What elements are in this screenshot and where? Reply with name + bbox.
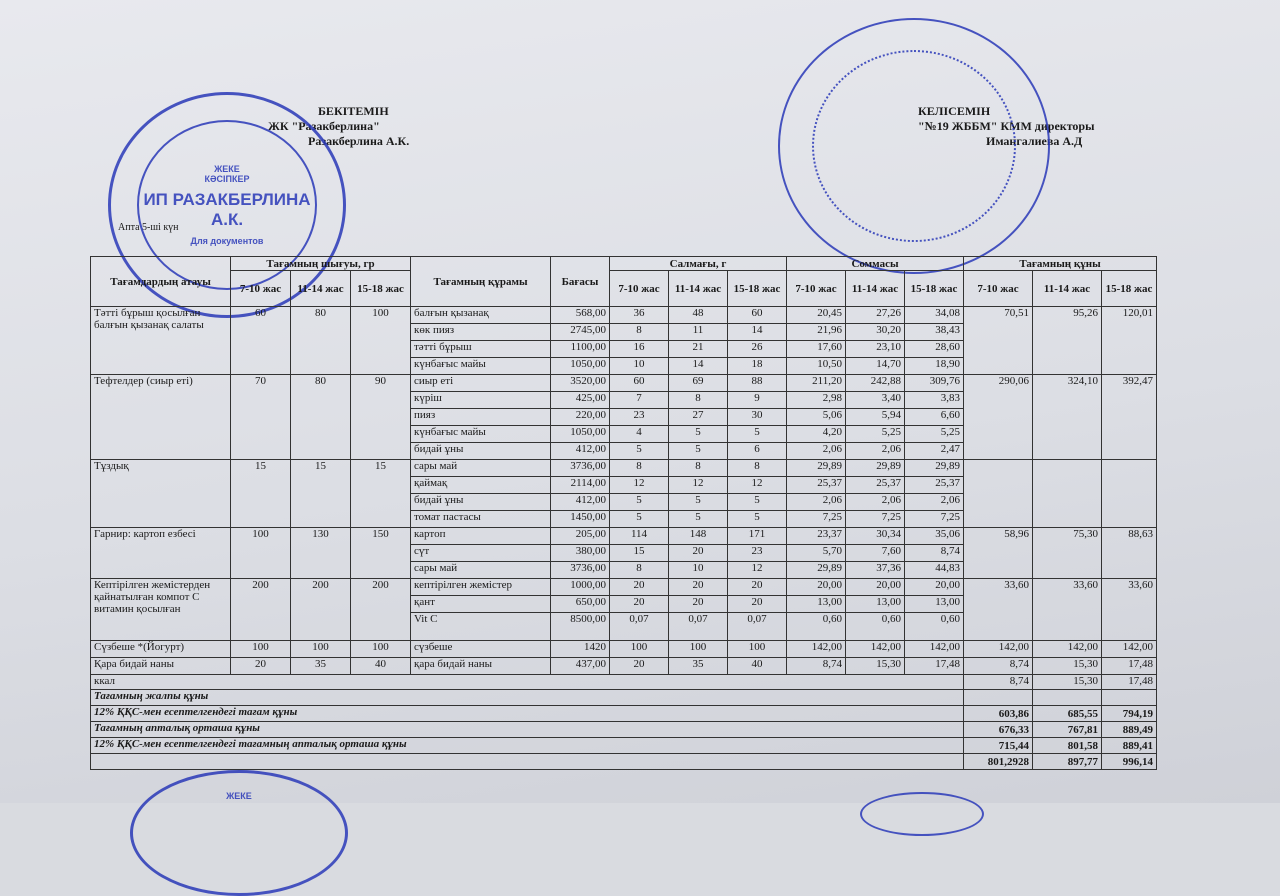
ingredient-weight: 10 [610,358,669,375]
dish-output: 100 [351,307,411,375]
ingredient-sum: 23,37 [787,528,846,545]
summary-label: Тағамның апталық орташа құны [91,722,964,738]
ingredient-sum: 29,89 [787,460,846,477]
ingredient-weight: 8 [669,460,728,477]
dish-output: 15 [351,460,411,528]
dish-output: 100 [231,641,291,658]
dish-output: 150 [351,528,411,579]
dish-cost [964,460,1033,528]
ingredient-name: қара бидай наны [411,658,551,675]
ingredient-name: сары май [411,460,551,477]
ingredient-weight: 9 [728,392,787,409]
ingredient-sum: 7,25 [787,511,846,528]
ingredient-sum: 0,60 [905,613,964,641]
dish-cost: 142,00 [1102,641,1157,658]
dish-output: 90 [351,375,411,460]
ingredient-sum: 211,20 [787,375,846,392]
ingredient-weight: 26 [728,341,787,358]
dish-name: Тефтелдер (сиыр еті) [91,375,231,460]
dish-cost: 58,96 [964,528,1033,579]
ingredient-weight: 100 [669,641,728,658]
dish-name: Сүзбеше *(Йогурт) [91,641,231,658]
ingredient-name: қант [411,596,551,613]
ingredient-sum: 27,26 [846,307,905,324]
dish-output: 20 [231,658,291,675]
header-age-15-18: 15-18 жас [728,271,787,307]
ingredient-sum: 29,89 [787,562,846,579]
ingredient-price: 1100,00 [551,341,610,358]
ingredient-price: 412,00 [551,494,610,511]
dish-cost: 15,30 [1033,658,1102,675]
ingredient-price: 412,00 [551,443,610,460]
ingredient-name: томат пастасы [411,511,551,528]
ingredient-weight: 148 [669,528,728,545]
ingredient-sum: 2,47 [905,443,964,460]
ingredient-weight: 8 [610,460,669,477]
ingredient-name: картоп [411,528,551,545]
ingredient-sum: 15,30 [846,658,905,675]
summary-value: 676,33 [964,722,1033,738]
stamp-company-name: ИП РАЗАКБЕРЛИНА А.К. [143,190,311,229]
summary-value: 889,41 [1102,738,1157,754]
summary-value: 889,49 [1102,722,1157,738]
kcal-value: 8,74 [964,675,1033,690]
ingredient-weight: 12 [728,562,787,579]
ingredient-sum: 29,89 [846,460,905,477]
table-row [91,641,1157,658]
dish-output: 200 [351,579,411,641]
ingredient-price: 2114,00 [551,477,610,494]
header-price: Бағасы [551,257,610,307]
stamp-inner-text: ЖЕКЕ [226,791,252,801]
ingredient-weight: 20 [610,579,669,596]
dish-cost: 142,00 [964,641,1033,658]
ingredient-weight: 11 [669,324,728,341]
ingredient-sum: 5,94 [846,409,905,426]
dish-output: 130 [291,528,351,579]
ingredient-name: күріш [411,392,551,409]
ingredient-name: сүт [411,545,551,562]
ingredient-weight: 114 [610,528,669,545]
table-row [91,528,1157,545]
dish-cost: 392,47 [1102,375,1157,460]
ingredient-weight: 12 [610,477,669,494]
ingredient-weight: 8 [728,460,787,477]
dish-output: 15 [231,460,291,528]
approval-org: ЖК "Разакберлина" [268,119,380,133]
ingredient-name: бидай ұны [411,443,551,460]
summary-label [91,754,964,770]
ingredient-sum: 44,83 [905,562,964,579]
summary-value: 685,55 [1033,706,1102,722]
dish-output: 100 [291,641,351,658]
ingredient-sum: 8,74 [905,545,964,562]
dish-cost: 324,10 [1033,375,1102,460]
ingredient-price: 1420 [551,641,610,658]
ingredient-weight: 20 [610,596,669,613]
dish-output: 60 [231,307,291,375]
ingredient-weight: 88 [728,375,787,392]
dish-cost: 290,06 [964,375,1033,460]
ingredient-name: пияз [411,409,551,426]
ingredient-price: 3736,00 [551,562,610,579]
ingredient-name: Vit C [411,613,551,641]
ingredient-price: 437,00 [551,658,610,675]
ingredient-price: 8500,00 [551,613,610,641]
ingredient-sum: 5,06 [787,409,846,426]
ingredient-weight: 12 [669,477,728,494]
summary-value: 794,19 [1102,706,1157,722]
summary-row [91,722,1157,738]
ingredient-weight: 8 [610,324,669,341]
ingredient-price: 220,00 [551,409,610,426]
ingredient-weight: 8 [610,562,669,579]
ingredient-name: сары май [411,562,551,579]
ingredient-weight: 5 [610,494,669,511]
ingredient-price: 425,00 [551,392,610,409]
ingredient-sum: 5,25 [846,426,905,443]
ingredient-sum: 17,48 [905,658,964,675]
ingredient-sum: 7,25 [905,511,964,528]
summary-row [91,706,1157,722]
ingredient-sum: 13,00 [787,596,846,613]
approval-signer: Разакберлина А.К. [308,134,410,148]
header-dish: Тағамдардың атауы [91,257,231,307]
dish-cost: 33,60 [1102,579,1157,641]
dish-output: 200 [231,579,291,641]
ingredient-sum: 14,70 [846,358,905,375]
kcal-value: 15,30 [1033,675,1102,690]
ingredient-name: күнбағыс майы [411,426,551,443]
ingredient-price: 2745,00 [551,324,610,341]
dish-cost: 88,63 [1102,528,1157,579]
ingredient-price: 380,00 [551,545,610,562]
ingredient-sum: 13,00 [846,596,905,613]
ingredient-sum: 28,60 [905,341,964,358]
ingredient-price: 1450,00 [551,511,610,528]
dish-cost: 142,00 [1033,641,1102,658]
dish-output: 100 [231,528,291,579]
dish-cost: 33,60 [964,579,1033,641]
table-row [91,579,1157,596]
dish-output: 35 [291,658,351,675]
ingredient-sum: 7,60 [846,545,905,562]
header-age-7-10: 7-10 жас [964,271,1033,307]
ingredient-sum: 37,36 [846,562,905,579]
day-label: Апта 5-ші күн [118,222,179,233]
ingredient-weight: 35 [669,658,728,675]
ingredient-price: 205,00 [551,528,610,545]
kcal-label: ккал [91,675,964,690]
ingredient-price: 1050,00 [551,426,610,443]
header-cost: Тағамның құны [964,257,1157,271]
summary-row [91,690,1157,706]
kcal-row [91,675,1157,690]
menu-table-body [91,307,1157,770]
ingredient-weight: 23 [728,545,787,562]
dish-output: 40 [351,658,411,675]
summary-row [91,754,1157,770]
header-sum: Соммасы [787,257,964,271]
ingredient-weight: 16 [610,341,669,358]
ingredient-weight: 6 [728,443,787,460]
ingredient-weight: 5 [669,494,728,511]
ingredient-price: 650,00 [551,596,610,613]
header-composition: Тағамның құрамы [411,257,551,307]
ingredient-sum: 2,06 [787,494,846,511]
ingredient-weight: 21 [669,341,728,358]
ingredient-sum: 309,76 [905,375,964,392]
dish-output: 15 [291,460,351,528]
ingredient-weight: 20 [669,596,728,613]
table-row [91,375,1157,392]
dish-output: 200 [291,579,351,641]
ingredient-sum: 25,37 [905,477,964,494]
summary-label: Тағамның жалпы құны [91,690,964,706]
ingredient-sum: 5,25 [905,426,964,443]
header-age-11-14: 11-14 жас [669,271,728,307]
summary-value: 767,81 [1033,722,1102,738]
ingredient-sum: 142,00 [787,641,846,658]
school-stamp [778,18,1050,274]
ingredient-sum: 3,83 [905,392,964,409]
ingredient-sum: 142,00 [905,641,964,658]
ingredient-weight: 20 [728,579,787,596]
ingredient-sum: 2,98 [787,392,846,409]
table-row [91,658,1157,675]
summary-value: 801,2928 [964,754,1033,770]
ingredient-name: бидай ұны [411,494,551,511]
ingredient-name: көк пияз [411,324,551,341]
ingredient-weight: 60 [728,307,787,324]
ingredient-sum: 20,00 [846,579,905,596]
header-weight: Салмағы, г [610,257,787,271]
dish-output: 100 [351,641,411,658]
summary-value: 801,58 [1033,738,1102,754]
ingredient-weight: 20 [610,658,669,675]
ingredient-sum: 18,90 [905,358,964,375]
ingredient-weight: 0,07 [610,613,669,641]
ingredient-sum: 3,40 [846,392,905,409]
header-output: Тағамның шығуы, гр [231,257,411,271]
ingredient-weight: 5 [728,511,787,528]
ingredient-sum: 30,34 [846,528,905,545]
ingredient-sum: 20,00 [787,579,846,596]
ingredient-weight: 5 [728,494,787,511]
ingredient-name: күнбағыс майы [411,358,551,375]
dish-cost: 120,01 [1102,307,1157,375]
dish-cost: 17,48 [1102,658,1157,675]
ingredient-sum: 2,06 [787,443,846,460]
dish-cost [1033,460,1102,528]
school-stamp-bottom [860,792,984,836]
ingredient-sum: 25,37 [846,477,905,494]
company-stamp-bottom [130,770,348,896]
ingredient-weight: 69 [669,375,728,392]
ingredient-sum: 20,00 [905,579,964,596]
summary-label: 12% ҚҚС-мен есептелгендегі тағам құны [91,706,964,722]
ingredient-weight: 5 [669,511,728,528]
ingredient-price: 3520,00 [551,375,610,392]
ingredient-weight: 7 [610,392,669,409]
table-row [91,307,1157,324]
approval-title: КЕЛІСЕМІН [918,104,991,118]
ingredient-weight: 0,07 [728,613,787,641]
ingredient-weight: 27 [669,409,728,426]
ingredient-weight: 5 [728,426,787,443]
summary-row [91,738,1157,754]
ingredient-weight: 5 [610,511,669,528]
dish-cost: 70,51 [964,307,1033,375]
ingredient-weight: 5 [669,443,728,460]
ingredient-weight: 40 [728,658,787,675]
summary-value [1102,690,1157,706]
stamp-inner-ring [812,50,1016,242]
ingredient-sum: 8,74 [787,658,846,675]
header-age-15-18: 15-18 жас [1102,271,1157,307]
ingredient-weight: 20 [669,545,728,562]
ingredient-sum: 7,25 [846,511,905,528]
summary-label: 12% ҚҚС-мен есептелгендегі тағамның апталық орташа құны [91,738,964,754]
ingredient-weight: 15 [610,545,669,562]
ingredient-sum: 30,20 [846,324,905,341]
dish-output: 80 [291,307,351,375]
ingredient-weight: 14 [669,358,728,375]
dish-name: Қара бидай наны [91,658,231,675]
ingredient-weight: 18 [728,358,787,375]
dish-output: 70 [231,375,291,460]
header-age-11-14: 11-14 жас [291,271,351,307]
header-age-11-14: 11-14 жас [846,271,905,307]
ingredient-sum: 4,20 [787,426,846,443]
approval-signer: Имангалиева А.Д [986,134,1083,148]
ingredient-sum: 35,06 [905,528,964,545]
ingredient-name: сүзбеше [411,641,551,658]
dish-name: Кептірілген жемістерден қайнатылған компот С витамин қосылған [91,579,231,641]
ingredient-weight: 5 [669,426,728,443]
ingredient-price: 1000,00 [551,579,610,596]
ingredient-weight: 5 [610,443,669,460]
dish-cost: 75,30 [1033,528,1102,579]
ingredient-weight: 0,07 [669,613,728,641]
ingredient-price: 1050,00 [551,358,610,375]
header-age-7-10: 7-10 жас [787,271,846,307]
ingredient-price: 3736,00 [551,460,610,477]
ingredient-weight: 100 [610,641,669,658]
ingredient-sum: 34,08 [905,307,964,324]
header-age-11-14: 11-14 жас [1033,271,1102,307]
kcal-value: 17,48 [1102,675,1157,690]
ingredient-sum: 0,60 [846,613,905,641]
ingredient-name: сиыр еті [411,375,551,392]
header-age-15-18: 15-18 жас [905,271,964,307]
ingredient-weight: 48 [669,307,728,324]
ingredient-weight: 8 [669,392,728,409]
ingredient-sum: 20,45 [787,307,846,324]
summary-value: 715,44 [964,738,1033,754]
ingredient-name: тәтті бұрыш [411,341,551,358]
header-age-7-10: 7-10 жас [231,271,291,307]
ingredient-weight: 36 [610,307,669,324]
ingredient-weight: 23 [610,409,669,426]
ingredient-weight: 12 [728,477,787,494]
ingredient-weight: 14 [728,324,787,341]
dish-name: Тәтті бұрыш қосылған балғын қызанақ салаты [91,307,231,375]
dish-cost: 33,60 [1033,579,1102,641]
approval-title: БЕКІТЕМІН [318,104,389,118]
ingredient-price: 568,00 [551,307,610,324]
ingredient-sum: 2,06 [846,443,905,460]
stamp-inner-text: ЖЕКЕ [214,164,240,174]
ingredient-sum: 6,60 [905,409,964,426]
ingredient-sum: 142,00 [846,641,905,658]
header-age-7-10: 7-10 жас [610,271,669,307]
dish-output: 80 [291,375,351,460]
ingredient-sum: 23,10 [846,341,905,358]
dish-cost: 95,26 [1033,307,1102,375]
ingredient-sum: 0,60 [787,613,846,641]
ingredient-sum: 242,88 [846,375,905,392]
summary-value: 897,77 [1033,754,1102,770]
ingredient-weight: 4 [610,426,669,443]
menu-table [90,256,1157,770]
dish-cost: 8,74 [964,658,1033,675]
stamp-caption: Для документов [190,236,264,246]
ingredient-sum: 2,06 [905,494,964,511]
ingredient-weight: 171 [728,528,787,545]
approval-org: "№19 ЖББМ" КММ директоры [918,119,1095,133]
summary-value: 996,14 [1102,754,1157,770]
ingredient-sum: 10,50 [787,358,846,375]
ingredient-sum: 38,43 [905,324,964,341]
ingredient-weight: 20 [669,579,728,596]
summary-value: 603,86 [964,706,1033,722]
header-age-15-18: 15-18 жас [351,271,411,307]
ingredient-sum: 21,96 [787,324,846,341]
ingredient-sum: 25,37 [787,477,846,494]
stamp-inner-text: КӘСІПКЕР [204,174,250,184]
ingredient-weight: 10 [669,562,728,579]
ingredient-weight: 20 [728,596,787,613]
ingredient-name: балғын қызанақ [411,307,551,324]
ingredient-sum: 29,89 [905,460,964,477]
ingredient-weight: 60 [610,375,669,392]
summary-value [1033,690,1102,706]
dish-name: Тұздық [91,460,231,528]
ingredient-name: кептірілген жемістер [411,579,551,596]
ingredient-sum: 5,70 [787,545,846,562]
summary-value [964,690,1033,706]
ingredient-sum: 2,06 [846,494,905,511]
ingredient-sum: 17,60 [787,341,846,358]
ingredient-weight: 100 [728,641,787,658]
ingredient-name: қаймақ [411,477,551,494]
table-row [91,460,1157,477]
dish-cost [1102,460,1157,528]
ingredient-weight: 30 [728,409,787,426]
ingredient-sum: 13,00 [905,596,964,613]
dish-name: Гарнир: картоп езбесі [91,528,231,579]
